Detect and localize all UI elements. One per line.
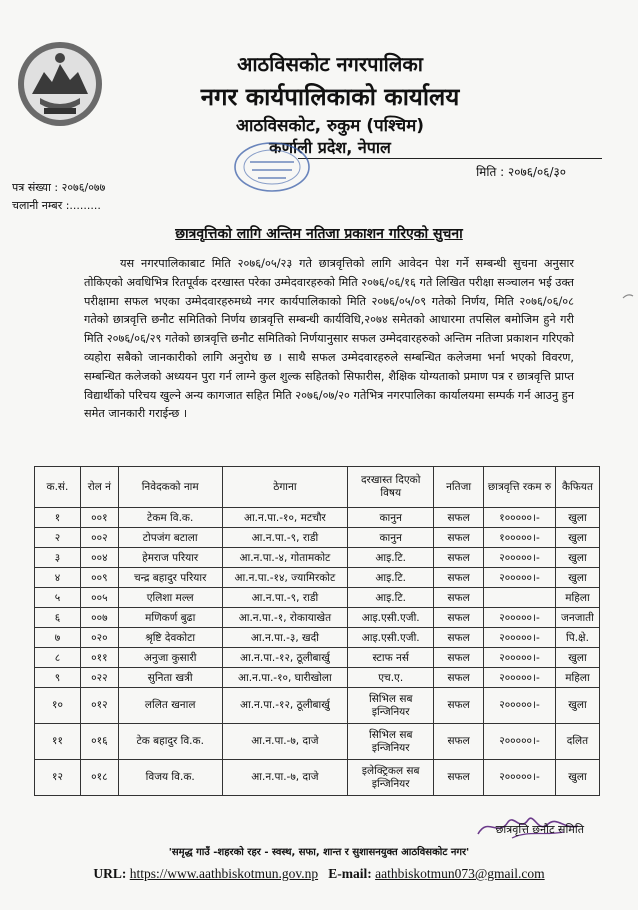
- cell-amount: २०००००।-: [484, 760, 556, 796]
- cell-result: सफल: [434, 548, 484, 568]
- notice-body: यस नगरपालिकाबाट मिति २०७६/०५/२३ गते छात्रवृत्तिको लागि आवेदन पेश गर्ने सम्बन्धी सुचना अनुसार तोकिएको अवधिभित्र रितपूर्वक दरखास्त परेका उम्मेदवारहरुको मिति २०७६/०६/१६ गते लिखित परीक्षा सञ्चालन भई उक्त परीक्षामा सफल भएका उम्मेदवारहरुमध्ये नगर कार्यपालिकाको मिति २०७६/०५/०९ गतेको निर्णय, मिति २०७६/०६/०८ गतेको छात्रवृत्ति छनौट समितिको निर्णय छात्रवृत्ति सम्बन्धी कार्यविधि,२०७४ समेतको आधारमा तपसिल बमोजिम हुने गरी मिति २०७६/०६/२९ गतेको छात्रवृत्ति छनौट समितिको निर्णयानुसार सफल उम्मेदवारहरुको अन्तिम नतिजा प्रकाशन गरिएको व्यहोरा सबैको जानकारीको लागि अनुरोध छ । साथै सफल उम्मेदवारहरुले सम्बन्धित कलेजमा भर्ना भएको विवरण, सम्बन्धित कलेजको अध्ययन पुरा गर्न लाग्ने कुल शुल्क सहितको सिफारीस, शैक्षिक योग्यताको प्रमाण पत्र र छात्रवृत्ति प्राप्त विद्यार्थीको परिचय खुल्ने अन्य कागजात सहित मिति २०७६/०७/२० गतेभित्र नगरपालिका कार्यालयमा सम्पर्क गर्न आउनु हुन समेत जानकारी गराईन्छ ।: [84, 257, 574, 421]
- cell-amount: २०००००।-: [484, 548, 556, 568]
- table-body: [35, 508, 600, 796]
- cell-remarks: खुला: [555, 528, 599, 548]
- header-remarks: कैफियत: [555, 467, 599, 508]
- cell-name: टेक बहादुर वि.क.: [118, 724, 222, 760]
- dispatch-number: चलानी नम्बर :.........: [12, 199, 101, 212]
- cell-address: आ.न.पा.-७, दाजे: [222, 724, 348, 760]
- cell-name: हेमराज परियार: [118, 548, 222, 568]
- table-row: [35, 688, 600, 724]
- cell-amount: २०००००।-: [484, 668, 556, 688]
- cell-amount: २०००००।-: [484, 628, 556, 648]
- cell-serial: ९: [35, 668, 81, 688]
- cell-serial: १०: [35, 688, 81, 724]
- cell-address: आ.न.पा.-९, राडी: [222, 528, 348, 548]
- cell-address: आ.न.पा.-३, खदी: [222, 628, 348, 648]
- cell-subject: कानुन: [348, 508, 434, 528]
- table-row: [35, 508, 600, 528]
- email-link[interactable]: aathbiskotmun073@gmail.com: [375, 866, 545, 881]
- nepal-government-emblem-icon: [14, 38, 106, 130]
- cell-amount: २०००००।-: [484, 688, 556, 724]
- cell-serial: १: [35, 508, 81, 528]
- cell-subject: एच.ए.: [348, 668, 434, 688]
- header-amount: छात्रवृत्ति रकम रु: [484, 467, 556, 508]
- cell-result: सफल: [434, 668, 484, 688]
- cell-roll: ०१२: [80, 688, 118, 724]
- table-row: [35, 548, 600, 568]
- cell-name: चन्द्र बहादुर परियार: [118, 568, 222, 588]
- cell-address: आ.न.पा.-१२, ठूलीबार्खु: [222, 648, 348, 668]
- cell-address: आ.न.पा.-७, दाजे: [222, 760, 348, 796]
- cell-amount: १०००००।-: [484, 528, 556, 548]
- cell-amount: १०००००।-: [484, 508, 556, 528]
- cell-serial: ६: [35, 608, 81, 628]
- results-table: [34, 466, 600, 796]
- cell-serial: ४: [35, 568, 81, 588]
- reference-number: पत्र संख्या : २०७६/०७७: [12, 181, 106, 194]
- cell-name: विजय वि.क.: [118, 760, 222, 796]
- email-label: E-mail:: [328, 866, 372, 881]
- letter-date: मिति : २०७६/०६/३०: [476, 165, 566, 179]
- cell-subject: आइ.टि.: [348, 588, 434, 608]
- cell-result: सफल: [434, 688, 484, 724]
- cell-roll: ०२२: [80, 668, 118, 688]
- office-name: नगर कार्यपालिकाको कार्यालय: [200, 83, 460, 111]
- cell-remarks: महिला: [555, 668, 599, 688]
- table-row: [35, 588, 600, 608]
- cell-remarks: महिला: [555, 588, 599, 608]
- cell-result: सफल: [434, 508, 484, 528]
- cell-roll: ००५: [80, 588, 118, 608]
- header-name: निवेदकको नाम: [118, 467, 222, 508]
- cell-result: सफल: [434, 528, 484, 548]
- cell-subject: कानुन: [348, 528, 434, 548]
- cell-name: ललित खनाल: [118, 688, 222, 724]
- cell-subject: इलेक्ट्रिकल सब इन्जिनियर: [348, 760, 434, 796]
- office-stamp-icon: [232, 140, 312, 194]
- table-row: [35, 760, 600, 796]
- cell-amount: २०००००।-: [484, 568, 556, 588]
- cell-serial: ३: [35, 548, 81, 568]
- cell-subject: आइ.एसी.एजी.: [348, 608, 434, 628]
- cell-remarks: खुला: [555, 568, 599, 588]
- cell-name: मणिकर्ण बुढा: [118, 608, 222, 628]
- table-row: [35, 668, 600, 688]
- header-underline: [298, 158, 602, 159]
- cell-address: आ.न.पा.-१०, घारीखोला: [222, 668, 348, 688]
- cell-address: आ.न.पा.-१४, ज्यामिरकोट: [222, 568, 348, 588]
- cell-result: सफल: [434, 568, 484, 588]
- cell-name: टेकम वि.क.: [118, 508, 222, 528]
- cell-remarks: खुला: [555, 760, 599, 796]
- cell-roll: ०१६: [80, 724, 118, 760]
- municipality-name: आठविसकोट नगरपालिका: [237, 52, 423, 76]
- cell-serial: २: [35, 528, 81, 548]
- cell-name: सुनिता खत्री: [118, 668, 222, 688]
- cell-amount: २०००००।-: [484, 608, 556, 628]
- cell-remarks: जनजाती: [555, 608, 599, 628]
- url-label: URL:: [93, 866, 127, 881]
- cell-result: सफल: [434, 724, 484, 760]
- cell-serial: १२: [35, 760, 81, 796]
- cell-address: आ.न.पा.-१२, ठूलीबार्खु: [222, 688, 348, 724]
- cell-serial: ११: [35, 724, 81, 760]
- cell-amount: [484, 588, 556, 608]
- cell-result: सफल: [434, 628, 484, 648]
- cell-serial: ५: [35, 588, 81, 608]
- cell-roll: ०१८: [80, 760, 118, 796]
- table-row: [35, 648, 600, 668]
- cell-subject: आइ.टि.: [348, 568, 434, 588]
- cell-remarks: खुला: [555, 688, 599, 724]
- cell-roll: ००२: [80, 528, 118, 548]
- cell-amount: २०००००।-: [484, 648, 556, 668]
- cell-result: सफल: [434, 608, 484, 628]
- cell-subject: सिभिल सब इन्जिनियर: [348, 688, 434, 724]
- footer-contact: [0, 866, 638, 882]
- margin-mark-icon: [622, 292, 634, 300]
- website-link[interactable]: https://www.aathbiskotmun.gov.np: [129, 866, 319, 881]
- cell-serial: ८: [35, 648, 81, 668]
- office-location: आठविसकोट, रुकुम (पश्चिम): [235, 116, 425, 136]
- table-header-row: [35, 467, 600, 508]
- cell-amount: २०००००।-: [484, 724, 556, 760]
- cell-remarks: दलित: [555, 724, 599, 760]
- cell-result: सफल: [434, 760, 484, 796]
- header-address: ठेगाना: [222, 467, 348, 508]
- header-subject: दरखास्त दिएको विषय: [348, 467, 434, 508]
- cell-address: आ.न.पा.-१, रोकायाखेत: [222, 608, 348, 628]
- cell-name: टोपजंग बटाला: [118, 528, 222, 548]
- header-result: नतिजा: [434, 467, 484, 508]
- header-serial: क.सं.: [35, 467, 81, 508]
- cell-roll: ०२०: [80, 628, 118, 648]
- signatory-title: छात्रवृत्ति छनौट समिति: [495, 823, 584, 836]
- table-row: [35, 724, 600, 760]
- table-row: [35, 568, 600, 588]
- cell-remarks: खुला: [555, 508, 599, 528]
- cell-result: सफल: [434, 588, 484, 608]
- cell-remarks: खुला: [555, 648, 599, 668]
- province-name: कर्णाली प्रदेश, नेपाल: [269, 138, 391, 157]
- table-row: [35, 608, 600, 628]
- cell-subject: स्टाफ नर्स: [348, 648, 434, 668]
- cell-name: श्रृष्टि देवकोटा: [118, 628, 222, 648]
- cell-subject: आइ.टि.: [348, 548, 434, 568]
- cell-address: आ.न.पा.-१०, मटचौर: [222, 508, 348, 528]
- table-row: [35, 628, 600, 648]
- cell-subject: आइ.एसी.एजी.: [348, 628, 434, 648]
- cell-name: एलिशा मल्ल: [118, 588, 222, 608]
- cell-roll: ००४: [80, 548, 118, 568]
- cell-name: अनुजा कुसारी: [118, 648, 222, 668]
- cell-result: सफल: [434, 648, 484, 668]
- cell-roll: ००७: [80, 608, 118, 628]
- cell-address: आ.न.पा.-४, गोतामकोट: [222, 548, 348, 568]
- cell-roll: ००१: [80, 508, 118, 528]
- table-row: [35, 528, 600, 548]
- notice-subject: छात्रवृत्तिको लागि अन्तिम नतिजा प्रकाशन गरिएको सुचना: [175, 226, 463, 242]
- cell-address: आ.न.पा.-९, राडी: [222, 588, 348, 608]
- cell-remarks: पि.क्षे.: [555, 628, 599, 648]
- municipal-slogan: 'समृद्ध गाउँ -शहरको रहर - स्वस्थ, सफा, शान्त र सुशासनयुक्त आठविसकोट नगर': [168, 847, 470, 858]
- header-roll: रोल नं: [80, 467, 118, 508]
- cell-subject: सिभिल सब इन्जिनियर: [348, 724, 434, 760]
- cell-remarks: खुला: [555, 548, 599, 568]
- cell-roll: ००९: [80, 568, 118, 588]
- cell-serial: ७: [35, 628, 81, 648]
- cell-roll: ०११: [80, 648, 118, 668]
